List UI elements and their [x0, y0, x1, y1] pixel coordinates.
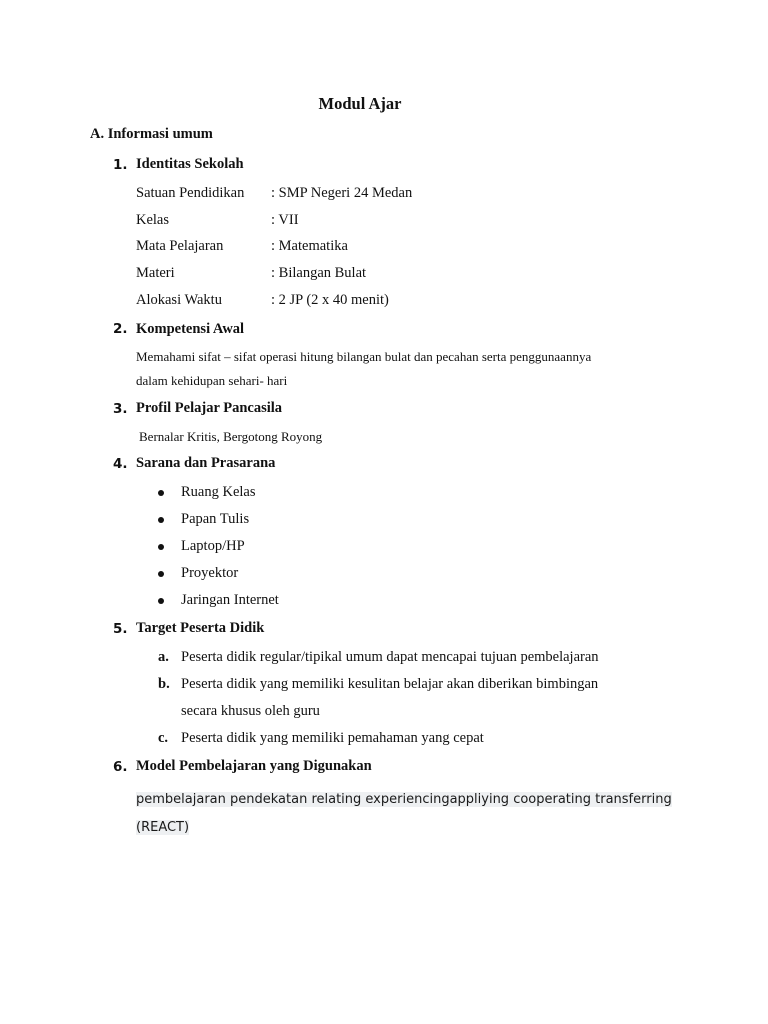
sarana-item: Ruang Kelas — [181, 484, 256, 500]
identitas-key: Kelas — [136, 212, 170, 228]
target-text: Peserta didik yang memiliki pemahaman yang cepat — [181, 730, 484, 746]
bullet-icon — [158, 517, 164, 523]
target-label: a. — [158, 649, 169, 665]
document-title: Modul Ajar — [318, 94, 402, 113]
sarana-item: Laptop/HP — [181, 538, 245, 554]
section-number: 6. — [113, 759, 128, 775]
model-text-line: pembelajaran pendekatan relating experiencingappliying cooperating transferring — [136, 792, 672, 807]
target-text: Peserta didik yang memiliki kesulitan belajar akan diberikan bimbingan — [181, 676, 599, 692]
identitas-key: Satuan Pendidikan — [136, 185, 245, 201]
section-heading-kompetensi: Kompetensi Awal — [136, 321, 245, 337]
profil-text: Bernalar Kritis, Bergotong Royong — [139, 429, 323, 444]
identitas-value: : SMP Negeri 24 Medan — [271, 185, 413, 201]
identitas-value: : Bilangan Bulat — [271, 265, 367, 281]
kompetensi-text-line: dalam kehidupan sehari- hari — [136, 373, 288, 388]
section-heading-identitas: Identitas Sekolah — [136, 156, 244, 172]
identitas-key: Mata Pelajaran — [136, 238, 224, 254]
sarana-item: Papan Tulis — [181, 511, 250, 527]
model-text-line: (REACT) — [136, 820, 190, 835]
sarana-item: Jaringan Internet — [181, 592, 279, 608]
kompetensi-text-line: Memahami sifat – sifat operasi hitung bilangan bulat dan pecahan serta penggunaannya — [136, 349, 592, 364]
section-a-heading: A. Informasi umum — [90, 126, 213, 142]
bullet-icon — [158, 598, 164, 604]
identitas-value: : 2 JP (2 x 40 menit) — [271, 292, 389, 308]
identitas-key: Alokasi Waktu — [136, 292, 222, 308]
section-number: 5. — [113, 621, 128, 637]
identitas-value: : VII — [271, 212, 299, 228]
sarana-item: Proyektor — [181, 565, 239, 581]
bullet-icon — [158, 544, 164, 550]
section-heading-profil: Profil Pelajar Pancasila — [136, 400, 283, 416]
bullet-icon — [158, 490, 164, 496]
identitas-value: : Matematika — [271, 238, 348, 254]
section-heading-model: Model Pembelajaran yang Digunakan — [136, 758, 372, 774]
target-label: c. — [158, 730, 169, 746]
target-label: b. — [158, 676, 170, 692]
identitas-key: Materi — [136, 265, 175, 281]
section-number: 2. — [113, 321, 128, 337]
target-text: Peserta didik regular/tipikal umum dapat mencapai tujuan pembelajaran — [181, 649, 599, 665]
section-number: 4. — [113, 456, 128, 472]
bullet-icon — [158, 571, 164, 577]
model-text — [136, 786, 678, 842]
section-number: 1. — [113, 157, 128, 173]
section-heading-sarana: Sarana dan Prasarana — [136, 455, 276, 471]
target-text-continued: secara khusus oleh guru — [181, 703, 320, 719]
section-number: 3. — [113, 401, 128, 417]
section-heading-target: Target Peserta Didik — [136, 620, 265, 636]
